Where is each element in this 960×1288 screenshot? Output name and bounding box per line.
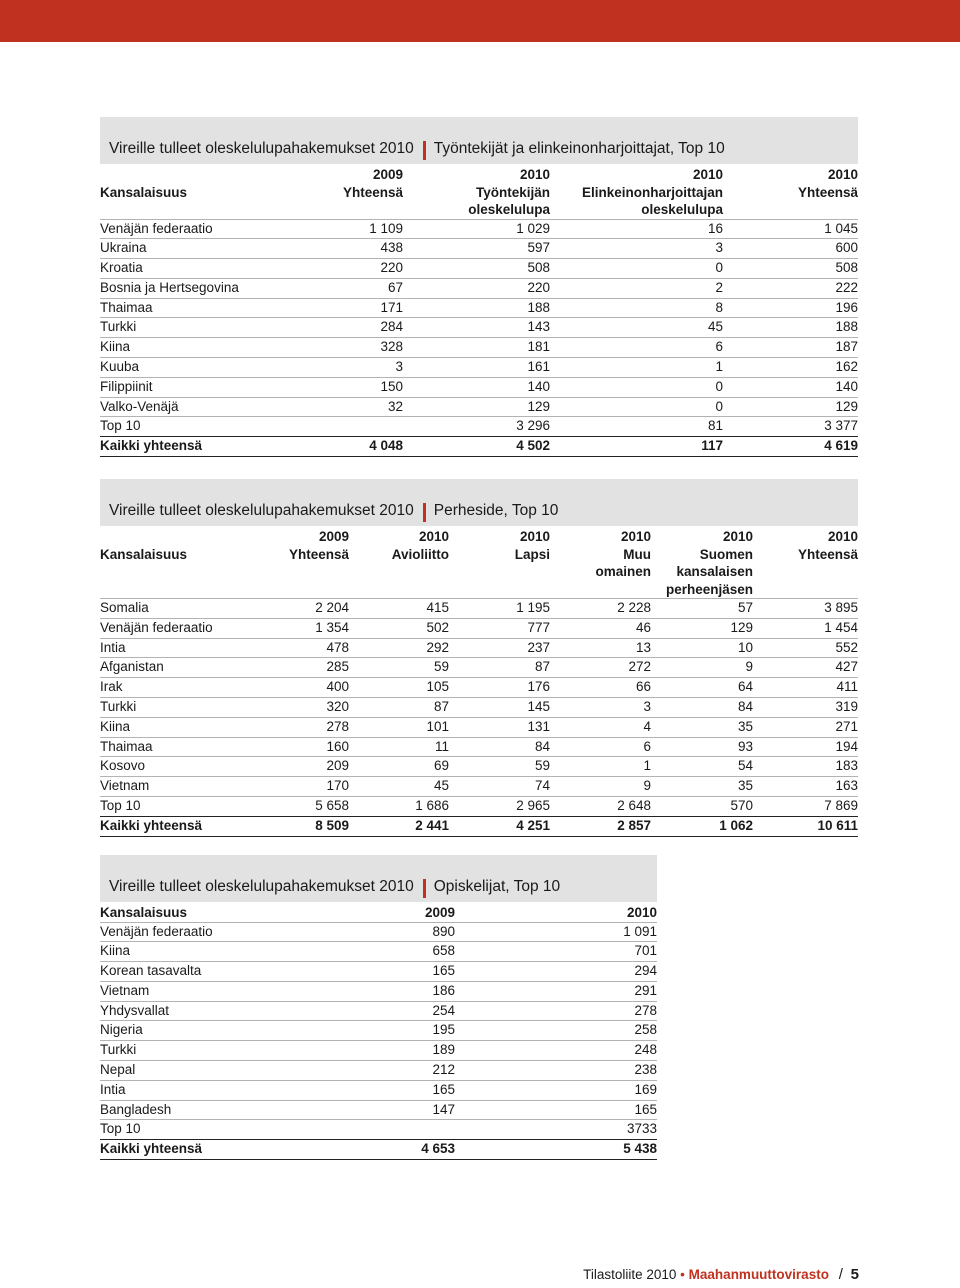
top-accent-bar: [0, 0, 960, 42]
value-cell: 9: [550, 777, 651, 797]
column-header: Työntekijän: [475, 184, 550, 200]
table-row: [100, 1021, 657, 1041]
value-cell: 0: [550, 377, 723, 397]
column-header: Yhteensä: [288, 546, 349, 562]
value-cell: 1 354: [250, 618, 349, 638]
value-cell: 66: [550, 678, 651, 698]
country-cell: Somalia: [100, 599, 250, 619]
table-row: [100, 942, 657, 962]
value-cell: 145: [449, 697, 550, 717]
value-cell: 150: [300, 377, 403, 397]
table-section-students: [100, 855, 657, 1160]
total-row: [100, 437, 858, 457]
value-cell: 5 658: [250, 796, 349, 816]
year-cell: 2010: [692, 167, 723, 182]
value-cell: 2 228: [550, 599, 651, 619]
value-cell: 87: [349, 697, 449, 717]
column-header: Yhteensä: [342, 184, 403, 200]
value-cell: 129: [723, 397, 858, 417]
table-row: [100, 318, 858, 338]
title-separator: [423, 141, 426, 160]
page-separator: /: [838, 1266, 843, 1283]
value-cell: 777: [449, 618, 550, 638]
value-cell: 129: [403, 397, 550, 417]
value-cell: 84: [651, 697, 753, 717]
table-row: [100, 1001, 657, 1021]
value-cell: 101: [349, 717, 449, 737]
value-cell: 258: [455, 1021, 657, 1041]
value-cell: 13: [550, 638, 651, 658]
column-header: Kansalaisuus: [100, 905, 188, 920]
value-cell: 319: [753, 697, 858, 717]
table-section-workers: [100, 117, 858, 457]
value-cell: 74: [449, 777, 550, 797]
value-cell: 161: [403, 358, 550, 378]
value-cell: 69: [349, 757, 449, 777]
students-table: [100, 902, 657, 1160]
value-cell: 67: [300, 278, 403, 298]
value-cell: 57: [651, 599, 753, 619]
page-number: 5: [850, 1266, 859, 1283]
table-row: [100, 338, 858, 358]
value-cell: 1: [550, 757, 651, 777]
value-cell: 209: [250, 757, 349, 777]
country-cell: Yhdysvallat: [100, 1001, 300, 1021]
value-cell: 35: [651, 717, 753, 737]
value-cell: 3 377: [723, 417, 858, 437]
value-cell: 160: [250, 737, 349, 757]
header-row: [100, 563, 858, 581]
table-row: [100, 717, 858, 737]
table-row: [100, 658, 858, 678]
table-row: [100, 1061, 657, 1081]
value-cell: 147: [300, 1100, 455, 1120]
value-cell: 195: [300, 1021, 455, 1041]
value-cell: 600: [723, 239, 858, 259]
page-footer: [583, 1266, 859, 1283]
value-cell: 1 091: [455, 922, 657, 942]
value-cell: 1 109: [300, 219, 403, 239]
country-cell: Intia: [100, 1080, 300, 1100]
value-cell: 4: [550, 717, 651, 737]
value-cell: 285: [250, 658, 349, 678]
value-cell: 415: [349, 599, 449, 619]
table-row: [100, 962, 657, 982]
year-row: [100, 526, 858, 546]
value-cell: 32: [300, 397, 403, 417]
value-cell: 3 895: [753, 599, 858, 619]
total-row: [100, 1140, 657, 1160]
table-body: [100, 922, 657, 1160]
column-header: Kansalaisuus: [100, 546, 188, 562]
table-row: [100, 1041, 657, 1061]
value-cell: 165: [455, 1100, 657, 1120]
country-cell: Nigeria: [100, 1021, 300, 1041]
column-header: Avioliitto: [391, 546, 449, 562]
value-cell: 171: [300, 298, 403, 318]
section-header: [100, 479, 858, 526]
total-value: 10 611: [753, 816, 858, 836]
section-title: Vireille tulleet oleskelulupahakemukset 2010: [109, 878, 414, 895]
value-cell: 438: [300, 239, 403, 259]
value-cell: 2: [550, 278, 723, 298]
value-cell: 131: [449, 717, 550, 737]
value-cell: 35: [651, 777, 753, 797]
value-cell: 3: [550, 697, 651, 717]
value-cell: 84: [449, 737, 550, 757]
value-cell: 320: [250, 697, 349, 717]
value-cell: 212: [300, 1061, 455, 1081]
total-value: 8 509: [250, 816, 349, 836]
value-cell: 81: [550, 417, 723, 437]
country-cell: Ukraina: [100, 239, 300, 259]
table-row: [100, 922, 657, 942]
column-header: Yhteensä: [797, 546, 858, 562]
country-cell: Vietnam: [100, 981, 300, 1001]
value-cell: 271: [753, 717, 858, 737]
value-cell: 163: [753, 777, 858, 797]
value-cell: 292: [349, 638, 449, 658]
title-separator: [423, 879, 426, 898]
country-cell: Bosnia ja Hertsegovina: [100, 278, 300, 298]
country-cell: Kiina: [100, 942, 300, 962]
table-row: [100, 1120, 657, 1140]
value-cell: 140: [403, 377, 550, 397]
value-cell: 508: [723, 259, 858, 279]
value-cell: 143: [403, 318, 550, 338]
value-cell: 186: [300, 981, 455, 1001]
value-cell: 3: [550, 239, 723, 259]
header-row: [100, 902, 657, 922]
table-row: [100, 298, 858, 318]
country-cell: Irak: [100, 678, 250, 698]
total-value: 4 619: [723, 437, 858, 457]
value-cell: 194: [753, 737, 858, 757]
value-cell: 170: [250, 777, 349, 797]
value-cell: 570: [651, 796, 753, 816]
value-cell: 658: [300, 942, 455, 962]
value-cell: 220: [300, 259, 403, 279]
value-cell: 45: [349, 777, 449, 797]
bullet: •: [680, 1267, 685, 1282]
total-value: 2 441: [349, 816, 449, 836]
value-cell: 2 648: [550, 796, 651, 816]
table-body: [100, 599, 858, 837]
year-cell: 2010: [620, 529, 651, 544]
table-row: [100, 1080, 657, 1100]
value-cell: 502: [349, 618, 449, 638]
country-cell: Top 10: [100, 1120, 300, 1140]
value-cell: 140: [723, 377, 858, 397]
value-cell: 238: [455, 1061, 657, 1081]
total-row: [100, 816, 858, 836]
value-cell: 0: [550, 397, 723, 417]
value-cell: 291: [455, 981, 657, 1001]
country-cell: Kiina: [100, 338, 300, 358]
total-value: 4 502: [403, 437, 550, 457]
value-cell: 183: [753, 757, 858, 777]
family-table: [100, 526, 858, 837]
country-cell: Top 10: [100, 417, 300, 437]
value-cell: 597: [403, 239, 550, 259]
country-cell: Venäjän federaatio: [100, 922, 300, 942]
table-row: [100, 777, 858, 797]
value-cell: 272: [550, 658, 651, 678]
table-row: [100, 417, 858, 437]
total-value: 4 251: [449, 816, 550, 836]
value-cell: 1 195: [449, 599, 550, 619]
value-cell: 2 965: [449, 796, 550, 816]
table-row: [100, 638, 858, 658]
table-row: [100, 219, 858, 239]
table-row: [100, 757, 858, 777]
total-value: 4 653: [300, 1140, 455, 1160]
value-cell: 248: [455, 1041, 657, 1061]
country-cell: Top 10: [100, 796, 250, 816]
value-cell: 1 454: [753, 618, 858, 638]
table-row: [100, 618, 858, 638]
value-cell: 1 045: [723, 219, 858, 239]
header-row: [100, 546, 858, 564]
value-cell: 176: [449, 678, 550, 698]
value-cell: 45: [550, 318, 723, 338]
total-value: 5 438: [455, 1140, 657, 1160]
column-header: oleskelulupa: [468, 202, 550, 217]
value-cell: 59: [449, 757, 550, 777]
value-cell: 294: [455, 962, 657, 982]
value-cell: 278: [250, 717, 349, 737]
value-cell: 162: [723, 358, 858, 378]
country-cell: Venäjän federaatio: [100, 618, 250, 638]
table-row: [100, 981, 657, 1001]
header-row: [100, 201, 858, 219]
section-title: Vireille tulleet oleskelulupahakemukset 2010: [109, 140, 414, 157]
table-row: [100, 737, 858, 757]
header-row: [100, 184, 858, 202]
year-cell: 2009: [372, 167, 403, 182]
value-cell: 8: [550, 298, 723, 318]
year-cell: 2009: [318, 529, 349, 544]
value-cell: 3: [300, 358, 403, 378]
value-cell: 222: [723, 278, 858, 298]
column-header: Kansalaisuus: [100, 184, 188, 200]
value-cell: 284: [300, 318, 403, 338]
header-row: [100, 581, 858, 599]
value-cell: 10: [651, 638, 753, 658]
section-subtitle: Työntekijät ja elinkeinonharjoittajat, Top 10: [433, 140, 725, 157]
total-value: 117: [550, 437, 723, 457]
title-separator: [423, 503, 426, 522]
table-section-family: [100, 479, 858, 837]
value-cell: 427: [753, 658, 858, 678]
table-row: [100, 1100, 657, 1120]
publication-name: Tilastoliite 2010: [583, 1267, 677, 1282]
value-cell: 129: [651, 618, 753, 638]
value-cell: 701: [455, 942, 657, 962]
table-body: [100, 219, 858, 457]
country-cell: Vietnam: [100, 777, 250, 797]
country-cell: Kroatia: [100, 259, 300, 279]
column-header: Suomen: [699, 546, 753, 562]
country-cell: Nepal: [100, 1061, 300, 1081]
table-row: [100, 259, 858, 279]
section-title: Vireille tulleet oleskelulupahakemukset 2010: [109, 502, 414, 519]
value-cell: 93: [651, 737, 753, 757]
value-cell: 54: [651, 757, 753, 777]
total-label: Kaikki yhteensä: [100, 816, 250, 836]
section-subtitle: Opiskelijat, Top 10: [433, 878, 561, 895]
value-cell: 328: [300, 338, 403, 358]
value-cell: 6: [550, 338, 723, 358]
value-cell: 16: [550, 219, 723, 239]
country-cell: Filippiinit: [100, 377, 300, 397]
country-cell: Turkki: [100, 1041, 300, 1061]
value-cell: 1: [550, 358, 723, 378]
column-header: Elinkeinonharjoittajan: [581, 184, 723, 200]
country-cell: Turkki: [100, 697, 250, 717]
total-label: Kaikki yhteensä: [100, 437, 300, 457]
column-header: Muu: [623, 546, 651, 562]
country-cell: Afganistan: [100, 658, 250, 678]
agency-name: Maahanmuuttovirasto: [688, 1267, 829, 1282]
value-cell: 196: [723, 298, 858, 318]
value-cell: 46: [550, 618, 651, 638]
column-header: kansalaisen: [676, 564, 753, 579]
table-row: [100, 697, 858, 717]
value-cell: 890: [300, 922, 455, 942]
value-cell: 7 869: [753, 796, 858, 816]
year-cell: 2010: [519, 529, 550, 544]
value-cell: 165: [300, 1080, 455, 1100]
table-row: [100, 377, 858, 397]
value-cell: 6: [550, 737, 651, 757]
value-cell: 187: [723, 338, 858, 358]
year-cell: 2010: [827, 167, 858, 182]
value-cell: [300, 417, 403, 437]
total-label: Kaikki yhteensä: [100, 1140, 300, 1160]
country-cell: Korean tasavalta: [100, 962, 300, 982]
column-header: Yhteensä: [797, 184, 858, 200]
value-cell: 1 029: [403, 219, 550, 239]
value-cell: 0: [550, 259, 723, 279]
year-cell: 2010: [827, 529, 858, 544]
column-header: 2010: [626, 905, 657, 920]
value-cell: 9: [651, 658, 753, 678]
total-value: 1 062: [651, 816, 753, 836]
total-value: 2 857: [550, 816, 651, 836]
year-cell: 2010: [519, 167, 550, 182]
workers-table: [100, 164, 858, 457]
section-header: [100, 855, 657, 902]
value-cell: 400: [250, 678, 349, 698]
value-cell: 508: [403, 259, 550, 279]
column-header: oleskelulupa: [641, 202, 723, 217]
country-cell: Bangladesh: [100, 1100, 300, 1120]
value-cell: [300, 1120, 455, 1140]
country-cell: Kiina: [100, 717, 250, 737]
column-header: omainen: [595, 564, 651, 579]
section-header: [100, 117, 858, 164]
country-cell: Turkki: [100, 318, 300, 338]
table-row: [100, 358, 858, 378]
value-cell: 478: [250, 638, 349, 658]
table-row: [100, 278, 858, 298]
country-cell: Kosovo: [100, 757, 250, 777]
value-cell: 278: [455, 1001, 657, 1021]
value-cell: 3733: [455, 1120, 657, 1140]
year-cell: 2010: [418, 529, 449, 544]
value-cell: 237: [449, 638, 550, 658]
column-header: perheenjäsen: [665, 581, 753, 597]
value-cell: 11: [349, 737, 449, 757]
table-row: [100, 599, 858, 619]
column-header: Lapsi: [514, 546, 550, 562]
country-cell: Kuuba: [100, 358, 300, 378]
value-cell: 64: [651, 678, 753, 698]
value-cell: 188: [403, 298, 550, 318]
country-cell: Venäjän federaatio: [100, 219, 300, 239]
value-cell: 169: [455, 1080, 657, 1100]
value-cell: 105: [349, 678, 449, 698]
table-row: [100, 239, 858, 259]
value-cell: 188: [723, 318, 858, 338]
table-row: [100, 397, 858, 417]
value-cell: 1 686: [349, 796, 449, 816]
country-cell: Valko-Venäjä: [100, 397, 300, 417]
column-header: 2009: [424, 905, 455, 920]
country-cell: Intia: [100, 638, 250, 658]
country-cell: Thaimaa: [100, 298, 300, 318]
country-cell: Thaimaa: [100, 737, 250, 757]
value-cell: 254: [300, 1001, 455, 1021]
table-row: [100, 678, 858, 698]
value-cell: 87: [449, 658, 550, 678]
value-cell: 2 204: [250, 599, 349, 619]
value-cell: 3 296: [403, 417, 550, 437]
value-cell: 181: [403, 338, 550, 358]
table-row: [100, 796, 858, 816]
year-row: [100, 164, 858, 184]
total-value: 4 048: [300, 437, 403, 457]
value-cell: 220: [403, 278, 550, 298]
value-cell: 59: [349, 658, 449, 678]
value-cell: 165: [300, 962, 455, 982]
section-subtitle: Perheside, Top 10: [433, 502, 559, 519]
value-cell: 411: [753, 678, 858, 698]
value-cell: 189: [300, 1041, 455, 1061]
year-cell: 2010: [722, 529, 753, 544]
value-cell: 552: [753, 638, 858, 658]
